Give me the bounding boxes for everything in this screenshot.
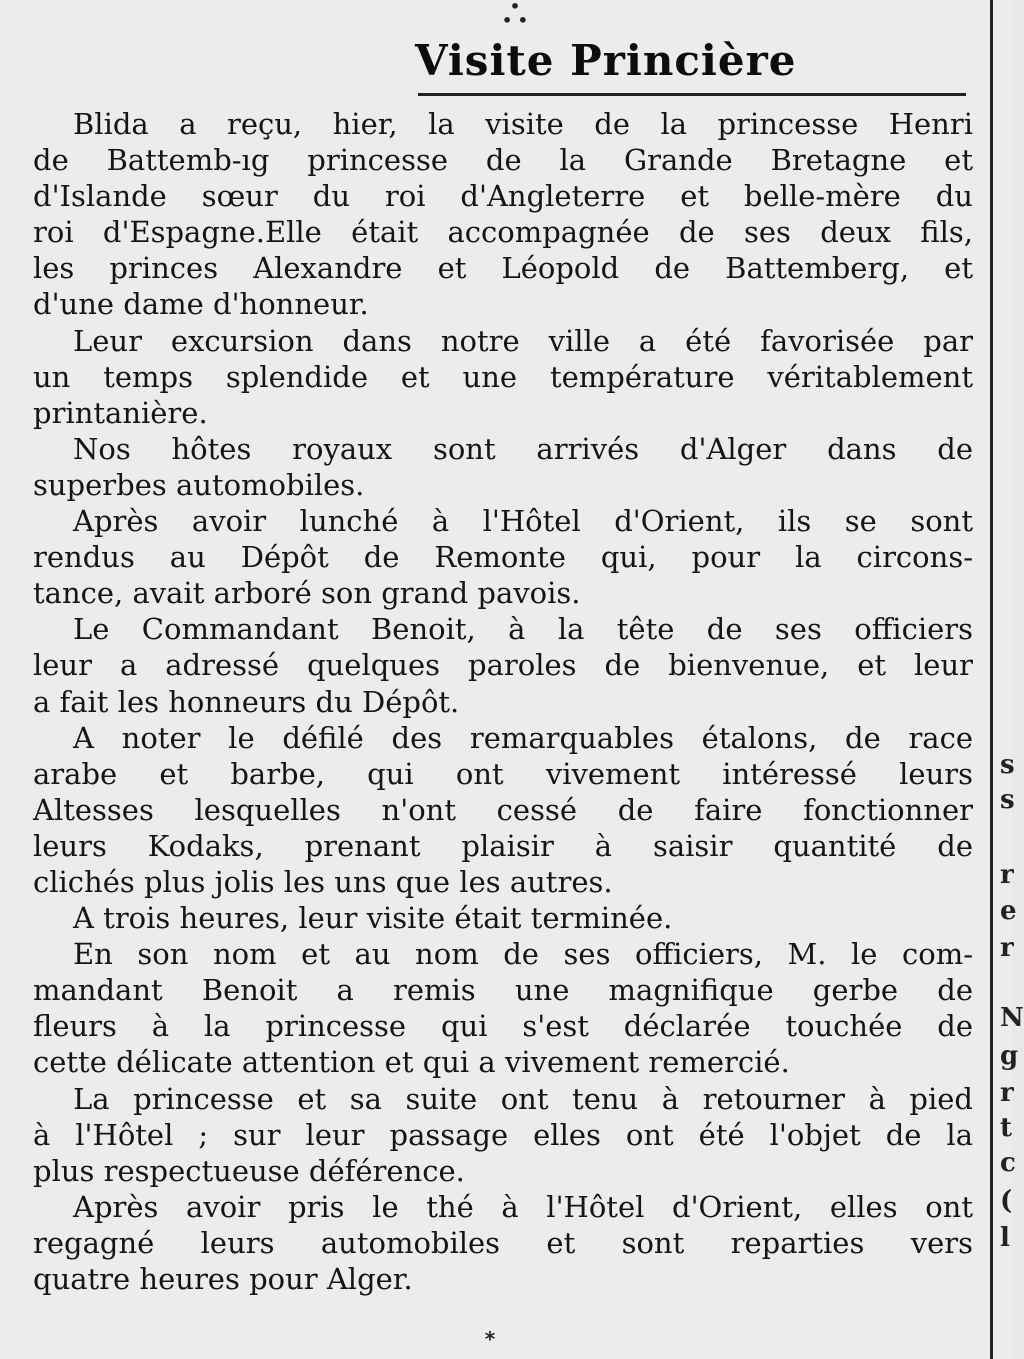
top-ornament: • • • — [501, 0, 529, 30]
article-line: La princesse et sa suite ont tenu à retourner à pied — [73, 1081, 973, 1116]
article-line: à l'Hôtel ; sur leur passage elles ont été l'objet de la — [33, 1117, 973, 1152]
article-line: de Battemb-ıg princesse de la Grande Bretagne et — [33, 143, 973, 178]
article-line: Après avoir pris le thé à l'Hôtel d'Orient, elles ont — [73, 1189, 973, 1224]
adjacent-column-letter: l — [1000, 1223, 1010, 1253]
article-line: a fait les honneurs du Dépôt. — [33, 684, 460, 719]
adjacent-column-letter: s — [1000, 750, 1015, 780]
adjacent-column-letter: r — [1000, 860, 1014, 890]
article-line: fleurs à la princesse qui s'est déclarée touchée de — [33, 1009, 973, 1044]
article-line: d'une dame d'honneur. — [33, 287, 369, 322]
article-line: clichés plus jolis les uns que les autres. — [33, 864, 613, 899]
adjacent-column-letter: e — [1000, 896, 1017, 926]
title-underline — [418, 93, 966, 96]
article-line: leur a adressé quelques paroles de bienvenue, et leur — [33, 648, 973, 683]
adjacent-column-letter: ( — [1000, 1186, 1013, 1216]
article-line: A noter le défilé des remarquables étalons, de race — [73, 720, 973, 755]
article-line: Blida a reçu, hier, la visite de la princesse Henri — [73, 107, 973, 141]
bottom-ornament: * — [484, 1327, 496, 1351]
article-line: arabe et barbe, qui ont vivement intéressé leurs — [33, 756, 973, 791]
column-divider — [990, 0, 993, 1359]
article-line: cette délicate attention et qui a vivement remercié. — [33, 1045, 790, 1080]
article-line: roi d'Espagne.Elle était accompagnée de ses deux fils, — [33, 215, 973, 250]
article-line: plus respectueuse déférence. — [33, 1153, 465, 1188]
adjacent-column-fragment — [1000, 0, 1024, 1359]
adjacent-column-letter: g — [1000, 1041, 1019, 1071]
article-line: quatre heures pour Alger. — [33, 1262, 413, 1296]
article-line: superbes automobiles. — [33, 467, 365, 502]
adjacent-column-letter: r — [1000, 933, 1014, 963]
article-line: Leur excursion dans notre ville a été favorisée par — [73, 323, 973, 358]
article-line: rendus au Dépôt de Remonte qui, pour la circons- — [33, 540, 973, 575]
adjacent-column-letter: s — [1000, 785, 1015, 815]
article-line: un temps splendide et une température véritablement — [33, 359, 973, 394]
article-line: Le Commandant Benoit, à la tête de ses officiers — [73, 612, 973, 647]
adjacent-column-letter: r — [1000, 1078, 1014, 1108]
adjacent-column-letter: c — [1000, 1148, 1016, 1178]
article-line: mandant Benoit a remis une magnifique gerbe de — [33, 973, 973, 1008]
article-line: Altesses lesquelles n'ont cessé de faire fonctionner — [33, 792, 973, 827]
article-line: leurs Kodaks, prenant plaisir à saisir quantité de — [33, 828, 973, 863]
article-line: printanière. — [33, 395, 208, 430]
adjacent-column-letter: N — [1000, 1003, 1024, 1033]
adjacent-column-letter: t — [1000, 1113, 1013, 1143]
article-body — [33, 106, 973, 1297]
article-title: Visite Princière — [415, 36, 797, 85]
article-line: Nos hôtes royaux sont arrivés d'Alger dans de — [73, 431, 973, 466]
article-line: regagné leurs automobiles et sont reparties vers — [33, 1225, 973, 1260]
article-line: les princes Alexandre et Léopold de Battemberg, et — [33, 251, 973, 286]
article-line: Après avoir lunché à l'Hôtel d'Orient, ils se sont — [73, 504, 973, 539]
article-line: d'Islande sœur du roi d'Angleterre et belle-mère du — [33, 179, 973, 214]
article-line: tance, avait arboré son grand pavois. — [33, 576, 581, 611]
article-line: En son nom et au nom de ses officiers, M. le com- — [73, 937, 973, 972]
article-line: A trois heures, leur visite était terminée. — [73, 901, 673, 936]
